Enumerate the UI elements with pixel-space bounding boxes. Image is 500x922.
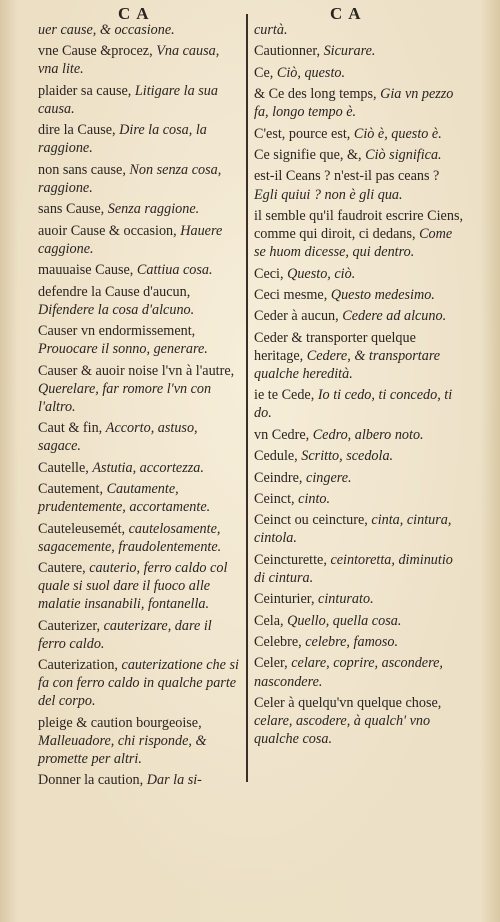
italian-translation: Questo medesimo.	[330, 286, 435, 303]
dictionary-entry	[254, 633, 464, 651]
french-headword: & Ce des long temps,	[254, 86, 381, 103]
dictionary-entry	[38, 714, 243, 768]
dictionary-entry	[38, 656, 243, 710]
page-bottom-margin	[0, 790, 500, 922]
french-headword: ie te Cede,	[254, 387, 318, 404]
french-headword: Cautere,	[38, 559, 90, 576]
french-headword: Celebre,	[254, 634, 306, 651]
italian-translation: Non senza cosa, raggione.	[38, 161, 222, 196]
dictionary-entry	[38, 261, 243, 279]
dictionary-entry	[254, 265, 464, 283]
dictionary-entry	[254, 207, 464, 261]
dictionary-entry	[254, 590, 464, 608]
dictionary-entry	[38, 82, 243, 118]
italian-translation: Cautamente, prudentemente, accortamente.	[38, 481, 211, 516]
dictionary-entry	[254, 307, 464, 325]
dictionary-entry	[38, 21, 243, 39]
italian-translation: Scritto, scedola.	[301, 448, 394, 465]
italian-translation: Cedere, & transportare qualche heredità.	[254, 347, 441, 382]
french-headword: Ceci,	[254, 265, 288, 282]
dictionary-entry	[38, 42, 243, 78]
italian-translation: Cattiua cosa.	[136, 262, 213, 279]
french-headword: est-il Ceans ? n'est-il pas ceans ?	[254, 168, 440, 185]
running-head-right: CA	[330, 4, 367, 23]
italian-translation: Difendere la cosa d'alcuno.	[38, 301, 195, 318]
italian-translation: Cedere ad alcuno.	[342, 308, 447, 325]
italian-translation: cingere.	[306, 469, 352, 486]
dictionary-entry	[254, 694, 464, 748]
dictionary-entry	[38, 559, 243, 613]
italian-translation: Cedro, albero noto.	[312, 426, 424, 443]
dictionary-entry	[38, 771, 243, 789]
italian-translation: Querelare, far romore l'vn con l'altro.	[38, 380, 212, 415]
french-headword: Celer,	[254, 655, 292, 672]
french-headword: Ceinct ou ceincture,	[254, 512, 372, 529]
french-headword: Cauterizer,	[38, 617, 104, 634]
dictionary-entry	[254, 490, 464, 508]
right-column	[254, 21, 464, 752]
italian-translation: celebre, famoso.	[305, 634, 399, 651]
italian-translation: Accorto, astuso, sagace.	[38, 420, 198, 455]
dictionary-entry	[254, 469, 464, 487]
dictionary-entry	[254, 146, 464, 164]
italian-translation: cautelosamente, sagacemente, fraudolentemente.	[38, 520, 222, 555]
italian-translation: Vna causa, vna lite.	[38, 43, 220, 78]
french-headword: Ceinturier,	[254, 591, 319, 608]
italian-translation: Come se huom dicesse, qui dentro.	[254, 226, 453, 261]
italian-translation: uer cause, & occasione.	[38, 22, 175, 38]
dictionary-entry	[38, 161, 243, 197]
french-headword: auoir Cause & occasion,	[38, 222, 181, 239]
french-headword: Cautement,	[38, 481, 107, 498]
french-headword: non sans cause,	[38, 161, 130, 178]
left-column	[38, 21, 243, 793]
french-headword: Donner la caution,	[38, 772, 147, 789]
dictionary-entry	[254, 286, 464, 304]
french-headword: Cautionner,	[254, 43, 324, 60]
dictionary-entry	[254, 551, 464, 587]
dictionary-entry	[38, 362, 243, 416]
french-headword: Cautelle,	[38, 459, 93, 476]
french-headword: Causer & auoir noise l'vn à l'autre,	[38, 362, 235, 379]
italian-translation: cinto.	[298, 490, 331, 507]
dictionary-entry	[254, 511, 464, 547]
dictionary-entry	[38, 222, 243, 258]
french-headword: mauuaise Cause,	[38, 262, 137, 279]
italian-translation: Senza raggione.	[107, 201, 200, 218]
italian-translation: cinturato.	[318, 591, 374, 608]
french-headword: Cauteleusemét,	[38, 520, 129, 537]
dictionary-entry	[254, 426, 464, 444]
french-headword: plaider sa cause,	[38, 82, 135, 99]
italian-translation: Malleuadore, chi risponde, & promette per altri.	[38, 732, 207, 767]
italian-translation: Ciò, questo.	[276, 64, 346, 81]
italian-translation: Astutia, accortezza.	[92, 459, 204, 476]
dictionary-entry	[38, 480, 243, 516]
dictionary-entry	[254, 21, 464, 39]
dictionary-entry	[254, 125, 464, 143]
dictionary-entry	[38, 200, 243, 218]
italian-translation: celare, coprire, ascondere, nascondere.	[254, 655, 443, 690]
dictionary-entry	[38, 322, 243, 358]
french-headword: Cauterization,	[38, 657, 122, 674]
italian-translation: celare, ascodere, à qualch' vno qualche cosa.	[254, 713, 431, 748]
italian-translation: Ciò è, questo è.	[353, 125, 442, 142]
dictionary-entry	[38, 419, 243, 455]
french-headword: Caut & fin,	[38, 420, 106, 437]
italian-translation: Dar la si-	[146, 772, 202, 789]
dictionary-entry	[38, 459, 243, 477]
italian-translation: Egli quiui ? non è gli qua.	[254, 186, 403, 203]
italian-translation: Ciò significa.	[365, 147, 442, 164]
dictionary-entry	[254, 447, 464, 465]
dictionary-entry	[254, 42, 464, 60]
french-headword: Ceder & transporter quelque heritage,	[254, 329, 416, 364]
french-headword: Causer vn endormissement,	[38, 323, 196, 340]
french-headword: Ceinct,	[254, 490, 299, 507]
italian-translation: Io ti cedo, ti concedo, ti do.	[254, 387, 453, 422]
french-headword: vne Cause &procez,	[38, 43, 157, 60]
italian-translation: curtà.	[254, 22, 288, 38]
italian-translation: Gia vn pezzo fa, longo tempo è.	[254, 86, 454, 121]
french-headword: defendre la Cause d'aucun,	[38, 283, 191, 300]
french-headword: Ceindre,	[254, 469, 307, 486]
italian-translation: ceintoretta, diminutio di cintura.	[254, 551, 453, 586]
dictionary-entry	[254, 64, 464, 82]
french-headword: Cedule,	[254, 448, 302, 465]
french-headword: Cela,	[254, 612, 288, 629]
french-headword: Celer à quelqu'vn quelque chose,	[254, 694, 442, 711]
dictionary-entry	[254, 167, 464, 203]
dictionary-entry	[38, 283, 243, 319]
dictionary-entry	[254, 85, 464, 121]
dictionary-entry	[254, 329, 464, 383]
french-headword: vn Cedre,	[254, 426, 313, 443]
italian-translation: cauterizare, dare il ferro caldo.	[38, 617, 212, 652]
dictionary-entry	[38, 121, 243, 157]
french-headword: Ceder à aucun,	[254, 308, 343, 325]
french-headword: Ceincturette,	[254, 551, 331, 568]
dictionary-entry	[38, 520, 243, 556]
dictionary-entry	[38, 617, 243, 653]
column-divider	[246, 14, 248, 782]
italian-translation: Litigare la sua causa.	[38, 82, 218, 117]
italian-translation: cauterizatione che si fa con ferro caldo in qualche parte del corpo.	[38, 657, 239, 710]
dictionary-entry	[254, 612, 464, 630]
running-head-left: CA	[118, 4, 155, 23]
italian-translation: Dire la cosa, la raggione.	[38, 122, 207, 157]
dictionary-entry	[254, 654, 464, 690]
french-headword: sans Cause,	[38, 201, 108, 218]
french-headword: C'est, pource est,	[254, 125, 354, 142]
italian-translation: Prouocare il sonno, generare.	[38, 341, 208, 358]
italian-translation: cauterio, ferro caldo col quale si suol dare il fuoco alle malatie insanabili, fontanella.	[38, 559, 228, 613]
italian-translation: Questo, ciò.	[287, 265, 356, 282]
french-headword: Ce signifie que, &,	[254, 147, 366, 164]
french-headword: dire la Cause,	[38, 122, 120, 139]
dictionary-entry	[254, 386, 464, 422]
french-headword: il semble qu'il faudroit escrire Ciens, comme qui diroit, ci dedans,	[254, 207, 464, 243]
italian-translation: Sicurare.	[323, 43, 376, 60]
french-headword: Ceci mesme,	[254, 286, 331, 303]
italian-translation: cinta, cintura, cintola.	[254, 512, 452, 547]
italian-translation: Quello, quella cosa.	[287, 612, 402, 629]
italian-translation: Hauere caggione.	[38, 222, 223, 257]
french-headword: Ce,	[254, 64, 277, 81]
french-headword: pleige & caution bourgeoise,	[38, 714, 202, 731]
